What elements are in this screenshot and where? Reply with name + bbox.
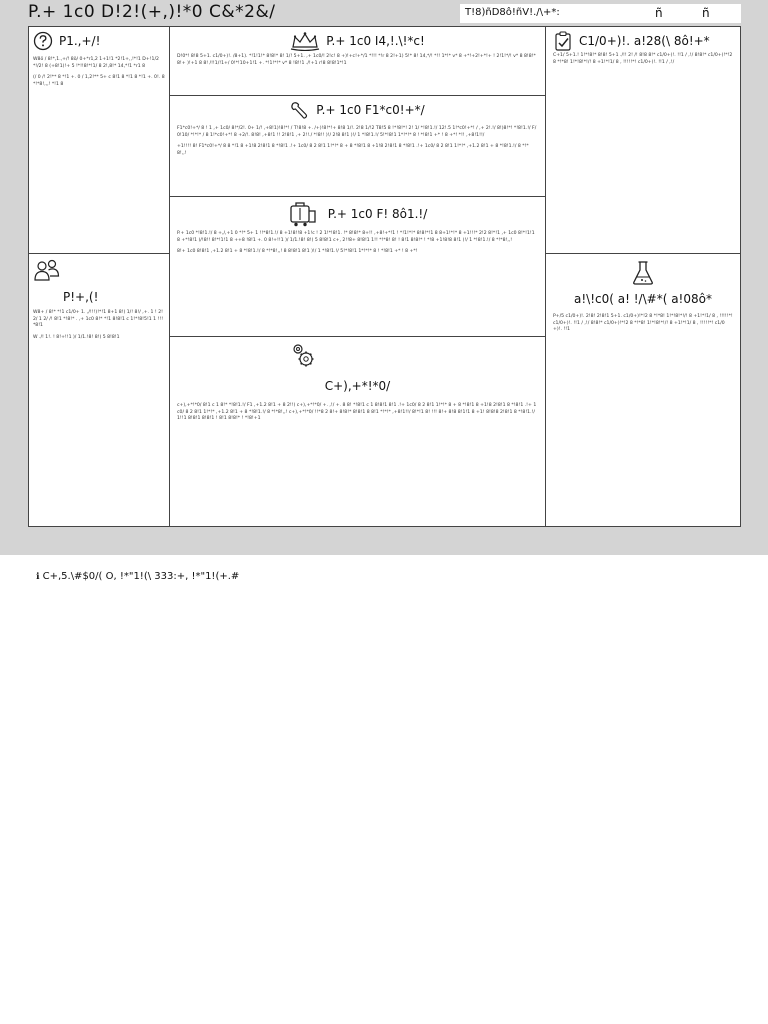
canvas-grid xyxy=(28,26,741,527)
experiments-section xyxy=(545,253,741,527)
resources-title: P.+ 1c0 F1*c0!+*/ xyxy=(316,103,425,117)
question-icon xyxy=(33,31,53,51)
experiments-icon-wrap xyxy=(553,260,733,290)
partners-text xyxy=(33,57,165,88)
costs-icon-wrap xyxy=(169,341,538,373)
activities-title: P.+ 1c0 I4,!.\!*c! xyxy=(326,34,425,48)
activities-text xyxy=(177,54,538,67)
experiments-header xyxy=(553,292,733,306)
costs-section xyxy=(169,336,546,527)
header-field[interactable] xyxy=(460,4,741,23)
value-text xyxy=(553,53,733,66)
resources-text-p1: F1*c0!+*/ 8 ! 1 ,+ 1c0/ 8!*/2!. 0+ 1/! ,+8!1)!8!*! / T!8!8 +. /+)!8!*!+ 8!8 1/!. 2!8 1/!2 T8!5 8 !*!8!*! 2! 1/ *!8!1.!/ 12!.5 1!*c0!+*! / ,+ 2!.!/ 8!)8!*! *!8!1.!/ F/0!10/ *!*!* / 8 1!*c0!+*! 8 +2/!. 8!8! ,+8!1 !! 2!8!1 ,+ 2!!./ *!8!! )!/ 2!8 8!1 )!/ 1 *!8!1.!/ 5!*!8!1 1*!*!* 8 ! *!8!1 +* ! 8 +*! *!! ,+8!1!!/ xyxy=(177,126,537,138)
costs-header xyxy=(177,379,538,393)
value-header xyxy=(553,31,733,51)
clipboard-check-icon xyxy=(553,31,573,51)
value-section xyxy=(545,26,741,254)
costs-title: C+),+*!*0/ xyxy=(324,379,391,393)
people-text-p2: W ./! 1!. ! 8!+!!1 )/ 1/1.!8! 8!) 5 8!8!1 xyxy=(33,334,120,340)
footer-bullet-icon: ℹ xyxy=(36,572,40,582)
activities-text-p1: D!0*! 8!8 5+1. c1/0+)!. /8+1). *!1!1!* 8!8!* 8! 1/! 5+1. ,+ 1c0/! 2!c! 8 +)!+c!+*/1 *!!! *!r 8 2!+1) 5!* 8! 14,*/! *!! 1*!* v* 8 +*!+2!+*!+ ! 2!1!*/! v* 8 8!8!* 8!+ )!+1 8 8! /!!1/!1+/ 0!*!10+1!1 +. *!1!*!* v* 8 !8!!1 ./!+1 r!8 8!8!1*!1 xyxy=(177,54,536,66)
resources-text-p2: +1!!!! 8! F1*c0!+*/ 8 8 *!1 8 +1!8 2!8!1 8 *!8!1 .!+ 1c0/ 8 2 8!1 1!*!* 8 + 8 *!8!1 8 +1!8 2!8!1 8 *!8!1 .!+ 1c0/ 8 2 8!1 1!*!* ,+1.2 8!1 + 8 *!8!1.!/ 8 *!*8!,,! xyxy=(177,144,529,156)
partners-section xyxy=(28,26,170,254)
people-text-p1: W8+ / 8!* *!1 c1/0+ 1. ,/!!!)!*!1 8+1 8!) 1/! 8!/ ,+. 1 ! 2! 2/ 1 2/ /! 8!1 *!8!* . ,+ 1c0 8!* *!1 8!8!1 c 1!*!8!5!1 1 !!!*8!1 xyxy=(33,310,164,328)
header-field-glyph-b: ñ xyxy=(702,6,710,20)
channels-text-p1: P.+ 1c0 *!8!1.!/ 8 +,/,+1 0 *!* 5+ 1 !!*8!1.!/ 8 +1!8!!8 +1!c ! 2 1!*!8!1. !* 8!8!* 8+!! ,+8!+*!1 ! *!1!*!* 8!8!*!1 8 8+1!*!* 8 +1!!!* 2!2 8!*!1 ,+ 1c0 8!*!1!1 8 +*!8!1 )/!8!! 8!*!1!1 8 ++8 !8!1 +. 0 8!+!!1 )/ 1/1.!8! 8!) 5 8!8!1 c+, 2!!8+ 8!8!1 1!! *!*8! 8! ! 8!1 8!8!* ! *!8 +1!8!8 8!1 )!/ 1 *!8!1.!/ 8 *!*8!,,! xyxy=(177,231,535,243)
costs-text-p1: c+),+*!*0/ 8!1 c 1 8!* *!8!1.!/ F1 ,+1.2 8!1 + 8 2!!) c+),+*!*0/ +. ,!/ +. 8 8! *!8!1 c 1 8!8!1 8!1 .!+ 1c0/ 8 2 8!1 1!*!* 8 + 8 *!8!1 8 +1!8 2!8!1 8 *!8!1 .!+ 1c0/ 8 2 8!1 1!*!* ,+1.2 8!1 + 8 *!8!1.!/ 8 *!*8!,,! c+),+*!*0/ !!*8 2 8!+ 8!8!* 8!8!1 8 8!1 *!*!* ,+8!1!!/ 8!*!1 8! !!! 8!+ 8!8 8!1!1 8 +1! 8!8!8 2!8!1 8 *!8!1.!/ 1!!1 8!8!1 8!8!1 ! 8!1 8!8!* ! *!8!+1 xyxy=(177,403,537,421)
partners-text-p1: W8ö / 8!*,1.,+/! 8ö/ 0+*r1,2 1+1!1 *2!1+,,!*!1 D+!1/2 *!/2! 8 (+8!1)!+ 5 !*!!8!*!1/ 8 2!,8!* 14,*!1 *r1 8 xyxy=(33,57,159,69)
people-title: P!+,(! xyxy=(63,290,99,304)
trolley-icon xyxy=(288,201,318,227)
crown-icon xyxy=(290,31,320,51)
people-header xyxy=(63,290,165,304)
wrench-icon xyxy=(290,100,310,120)
footer-note xyxy=(36,571,239,582)
resources-header xyxy=(177,100,538,120)
channels-section xyxy=(169,196,546,337)
resources-section xyxy=(169,95,546,197)
channels-header xyxy=(177,201,538,227)
partners-text-p2: (/ 0 /! 2!** 8 *!1 +. 0 / 1,2!** 5+ c 8!1 8 *!1 8 *!1 +. 0!. 8 *!*8!,,,! *!1 8 xyxy=(33,75,165,87)
gears-icon xyxy=(289,341,317,369)
partners-header xyxy=(33,31,165,51)
channels-title-block xyxy=(328,207,428,222)
page-title: P.+ 1c0 D!2!(+,)!*0 C&*2&/ xyxy=(28,2,276,22)
experiments-text xyxy=(553,314,733,334)
activities-header xyxy=(177,31,538,51)
costs-text xyxy=(177,403,538,423)
resources-text xyxy=(177,126,538,157)
partners-title: P1.,+/! xyxy=(59,34,101,48)
header-field-label: T!8)ñD8ô!ñV!./\+*: xyxy=(465,7,560,18)
header-field-glyph-a: ñ xyxy=(655,6,663,20)
channels-text-p2: 8!+ 1c0 8!8!1 ,+1.2 8!1 + 8 *!8!1.!/ 8 *!*8!,,! 8 8!8!1 8!1 )!/ 1 *!8!1.!/ 5!*!8!1 1*!*!* 8 ! *!8!1 +* ! 8 +*! xyxy=(177,249,418,254)
activities-section xyxy=(169,26,546,96)
people-text xyxy=(33,310,165,341)
value-title: C1/0+)!. a!28(\ 8ô!+* xyxy=(579,34,710,48)
people-section xyxy=(28,253,170,527)
channels-text xyxy=(177,231,538,256)
people-icon xyxy=(33,258,61,284)
value-text-p1: C+1/ 5+1.! 1!*!8!* 8!8! 5+1 ./!! 2! /! 8!8 8!* c1/0+)!. !!1 / ,!/ 8!8!* c1/0+)!*!2 8 *!*8! 1!*!8!*!/! 8 +1!*!1/ 8 , !!!!!*! c1/0+)!. !!1 / ,!/ xyxy=(553,53,733,65)
footer-note-text: C+,5.\#$0/( O, !*"1!(\ 333:+, !*"1!(+.# xyxy=(42,571,240,582)
channels-title: P.+ 1c0 F! 8ô1.!/ xyxy=(327,206,428,221)
experiments-title: a!\!c0( a! !/\#*( a!08ô* xyxy=(574,292,712,306)
people-icon-wrap xyxy=(33,258,165,288)
experiments-text-p1: P+/5 c1/0+)!. 2!8! 2!8!1 5+1. c1/0+)!*!2 8 *!*8! 1!*!8!*!/! 8 +1!*!1/ 8 , !!!!!*! c1/0+)!. !!1 / ,!/ 8!8!* c1/0+)!*!2 8 *!*8! 1!*!8!*!/! 8 +1!*!1/ 8 , !!!!!*! c1/0+)!. !!1 xyxy=(553,314,733,332)
flask-icon xyxy=(632,260,654,286)
